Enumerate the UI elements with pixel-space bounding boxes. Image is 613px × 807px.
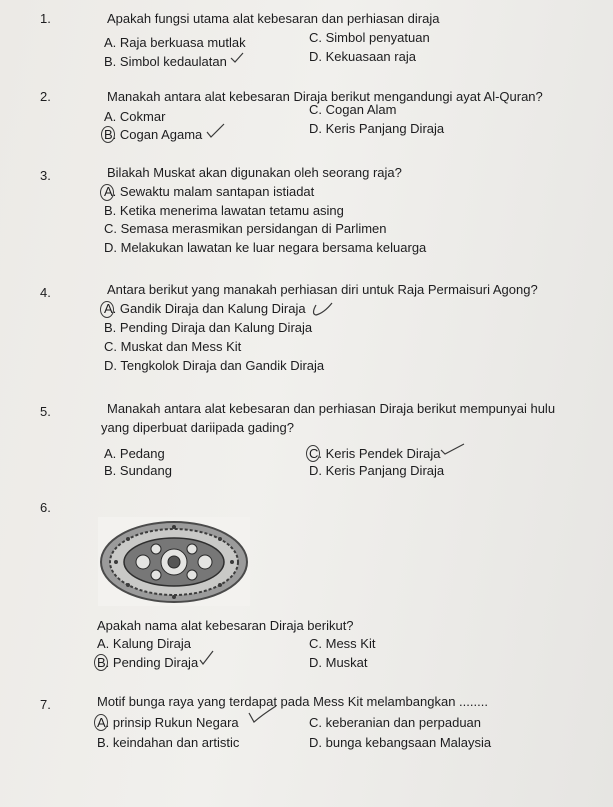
question-3-option-a: A. Sewaktu malam santapan istiadat (104, 184, 315, 199)
answer-circle-icon (100, 301, 114, 318)
question-5-option-d: D. Keris Panjang Diraja (309, 463, 445, 478)
question-7-option-c: C. keberanian dan perpaduan (309, 715, 482, 730)
check-mark-icon (206, 123, 226, 139)
answer-circle-icon (100, 184, 114, 201)
question-1-text: Apakah fungsi utama alat kebesaran dan perhiasan diraja (107, 11, 440, 26)
answer-circle-icon (94, 714, 108, 731)
answer-circle-icon (101, 126, 115, 143)
question-7-option-b: B. keindahan dan artistic (97, 735, 240, 750)
check-mark-icon (440, 443, 466, 457)
question-5-number: 5. (40, 404, 51, 419)
question-4-option-a: A. Gandik Diraja dan Kalung Diraja (104, 301, 306, 316)
question-7-text: Motif bunga raya yang terdapat pada Mess Kit melambangkan ........ (97, 694, 488, 709)
question-4-option-c: C. Muskat dan Mess Kit (104, 339, 242, 354)
question-2-option-a: A. Cokmar (104, 109, 166, 124)
question-6-option-c: C. Mess Kit (309, 636, 376, 651)
question-2-number: 2. (40, 89, 51, 104)
question-1-option-a: A. Raja berkuasa mutlak (104, 35, 246, 50)
question-4-option-b: B. Pending Diraja dan Kalung Diraja (104, 320, 313, 335)
question-4-option-d: D. Tengkolok Diraja dan Gandik Diraja (104, 358, 325, 373)
question-1-option-c: C. Simbol penyatuan (309, 30, 430, 45)
question-3-number: 3. (40, 168, 51, 183)
question-2-option-c: C. Cogan Alam (309, 102, 397, 117)
question-6-option-a: A. Kalung Diraja (97, 636, 191, 651)
question-4-text: Antara berikut yang manakah perhiasan diri untuk Raja Permaisuri Agong? (107, 282, 538, 297)
question-1-option-b: B. Simbol kedaulatan (104, 54, 227, 69)
question-1-number: 1. (40, 11, 51, 26)
question-6-number: 6. (40, 500, 51, 515)
answer-circle-icon (306, 445, 320, 462)
question-5-option-c: C. Keris Pendek Diraja (309, 446, 441, 461)
question-7-option-a: A. prinsip Rukun Negara (97, 715, 239, 730)
question-3-option-c: C. Semasa merasmikan persidangan di Parlimen (104, 221, 387, 236)
check-mark-icon (199, 650, 215, 666)
question-6-option-b: B. Pending Diraja (97, 655, 199, 670)
question-2-option-d: D. Keris Panjang Diraja (309, 121, 445, 136)
question-6-option-d: D. Muskat (309, 655, 368, 670)
question-7-option-d: D. bunga kebangsaan Malaysia (309, 735, 492, 750)
question-1-option-d: D. Kekuasaan raja (309, 49, 416, 64)
question-6-text: Apakah nama alat kebesaran Diraja berikut? (97, 618, 354, 633)
question-5-option-a: A. Pedang (104, 446, 165, 461)
question-3-text: Bilakah Muskat akan digunakan oleh seorang raja? (107, 165, 402, 180)
royal-belt-buckle-image (98, 517, 250, 606)
question-2-text: Manakah antara alat kebesaran Diraja berikut mengandungi ayat Al-Quran? (107, 89, 543, 104)
check-mark-icon (310, 301, 334, 317)
question-2-option-b: B. Cogan Agama (104, 127, 203, 142)
check-mark-icon (230, 52, 244, 64)
question-7-number: 7. (40, 697, 51, 712)
question-4-number: 4. (40, 285, 51, 300)
answer-circle-icon (94, 654, 108, 671)
question-5-option-b: B. Sundang (104, 463, 172, 478)
question-5-text-line-1: Manakah antara alat kebesaran dan perhiasan Diraja berikut mempunyai hulu (107, 401, 556, 416)
question-3-option-b: B. Ketika menerima lawatan tetamu asing (104, 203, 344, 218)
question-3-option-d: D. Melakukan lawatan ke luar negara bersama keluarga (104, 240, 427, 255)
question-5-text-line-2: yang diperbuat dariipada gading? (101, 420, 294, 435)
